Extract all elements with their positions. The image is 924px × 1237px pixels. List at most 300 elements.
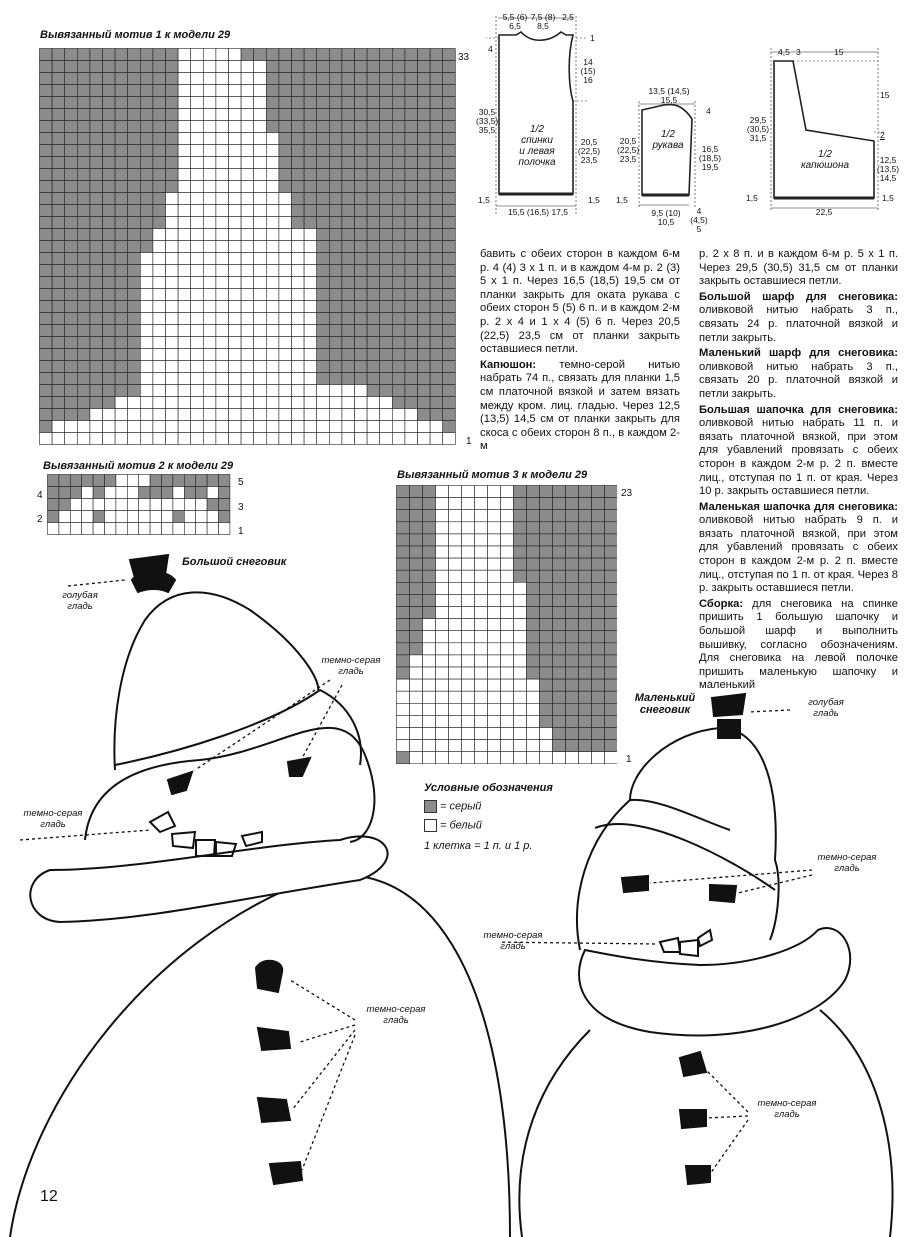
big-button-label: темно-серая гладь xyxy=(366,1004,426,1026)
grid-cell xyxy=(566,631,579,643)
grid-cell xyxy=(203,337,216,349)
grid-cell xyxy=(329,85,342,97)
grid-cell xyxy=(292,433,305,445)
grid-cell xyxy=(514,510,527,522)
grid-cell xyxy=(203,421,216,433)
grid-cell xyxy=(116,499,127,511)
grid-cell xyxy=(203,157,216,169)
grid-cell xyxy=(443,313,456,325)
grid-cell xyxy=(418,397,431,409)
grid-cell xyxy=(254,49,267,61)
grid-cell xyxy=(52,397,65,409)
grid-cell xyxy=(166,397,179,409)
grid-cell xyxy=(52,253,65,265)
grid-cell xyxy=(317,313,330,325)
grid-cell xyxy=(229,109,242,121)
grid-cell xyxy=(430,145,443,157)
grid-cell xyxy=(241,61,254,73)
back-right-mid2: 20,5 (22,5) 23,5 xyxy=(577,137,601,165)
grid-cell xyxy=(59,499,70,511)
grid-cell xyxy=(65,385,78,397)
grid-cell xyxy=(355,397,368,409)
grid-cell xyxy=(355,145,368,157)
grid-cell xyxy=(229,157,242,169)
grid-cell xyxy=(540,486,553,498)
grid-cell xyxy=(443,181,456,193)
grid-cell xyxy=(514,498,527,510)
grid-cell xyxy=(266,373,279,385)
grid-cell xyxy=(380,433,393,445)
grid-cell xyxy=(191,265,204,277)
grid-cell xyxy=(605,667,618,679)
grid-cell xyxy=(77,109,90,121)
grid-cell xyxy=(418,229,431,241)
grid-cell xyxy=(153,325,166,337)
grid-cell xyxy=(329,349,342,361)
grid-cell xyxy=(380,373,393,385)
grid-cell xyxy=(392,145,405,157)
grid-cell xyxy=(329,397,342,409)
grid-cell xyxy=(128,205,141,217)
grid-cell xyxy=(279,397,292,409)
grid-cell xyxy=(443,265,456,277)
grid-cell xyxy=(229,385,242,397)
grid-cell xyxy=(355,121,368,133)
grid-cell xyxy=(579,558,592,570)
grid-cell xyxy=(90,421,103,433)
grid-cell xyxy=(430,49,443,61)
grid-cell xyxy=(418,181,431,193)
grid-cell xyxy=(128,133,141,145)
grid-cell xyxy=(140,241,153,253)
grid-cell xyxy=(90,61,103,73)
grid-cell xyxy=(367,217,380,229)
grid-cell xyxy=(342,301,355,313)
grid-cell xyxy=(241,121,254,133)
grid-cell xyxy=(292,205,305,217)
grid-cell xyxy=(216,109,229,121)
grid-cell xyxy=(65,349,78,361)
grid-cell xyxy=(65,421,78,433)
grid-cell xyxy=(443,97,456,109)
grid-cell xyxy=(592,534,605,546)
paragraph: Большой шарф для снеговика: оливковой нитью набрать 3 п., связать 24 р. платочной вязкой и петли закрыть. xyxy=(699,290,898,344)
grid-cell xyxy=(292,97,305,109)
grid-cell xyxy=(462,486,475,498)
grid-cell xyxy=(329,253,342,265)
grid-cell xyxy=(443,217,456,229)
grid-cell xyxy=(173,475,184,487)
grid-cell xyxy=(430,433,443,445)
grid-cell xyxy=(355,193,368,205)
grid-cell xyxy=(405,157,418,169)
grid-cell xyxy=(380,289,393,301)
grid-cell xyxy=(178,193,191,205)
grid-cell xyxy=(292,265,305,277)
grid-cell xyxy=(52,325,65,337)
back-left-top: 4 xyxy=(488,44,493,54)
grid-cell xyxy=(52,109,65,121)
grid-cell xyxy=(65,145,78,157)
grid-cell xyxy=(203,301,216,313)
grid-cell xyxy=(462,498,475,510)
grid-cell xyxy=(166,121,179,133)
grid-cell xyxy=(178,409,191,421)
back-bottom: 15,5 (16,5) 17,5 xyxy=(507,207,568,217)
grid-cell xyxy=(103,385,116,397)
grid-cell xyxy=(266,349,279,361)
grid-cell xyxy=(103,409,116,421)
grid-cell xyxy=(367,49,380,61)
grid-cell xyxy=(162,499,173,511)
grid-cell xyxy=(128,61,141,73)
grid-cell xyxy=(292,217,305,229)
grid-cell xyxy=(342,373,355,385)
grid-cell xyxy=(140,61,153,73)
grid-cell xyxy=(540,643,553,655)
grid-cell xyxy=(77,325,90,337)
back-right-mid1: 14 (15) 16 xyxy=(580,57,596,85)
grid-cell xyxy=(392,217,405,229)
grid-cell xyxy=(266,337,279,349)
grid-cell xyxy=(292,121,305,133)
grid-cell xyxy=(418,313,431,325)
grid-cell xyxy=(367,433,380,445)
grid-cell xyxy=(254,205,267,217)
grid-cell xyxy=(153,373,166,385)
grid-cell xyxy=(317,157,330,169)
grid-cell xyxy=(140,277,153,289)
grid-cell xyxy=(355,241,368,253)
grid-cell xyxy=(90,85,103,97)
grid-cell xyxy=(166,97,179,109)
grid-cell xyxy=(115,421,128,433)
grid-cell xyxy=(128,409,141,421)
grid-cell xyxy=(392,361,405,373)
grid-cell xyxy=(443,49,456,61)
grid-cell xyxy=(355,409,368,421)
grid-cell xyxy=(178,361,191,373)
grid-cell xyxy=(592,546,605,558)
grid-cell xyxy=(52,349,65,361)
grid-cell xyxy=(254,361,267,373)
grid-cell xyxy=(279,337,292,349)
grid-cell xyxy=(292,109,305,121)
grid-cell xyxy=(184,475,195,487)
grid-cell xyxy=(342,73,355,85)
grid-cell xyxy=(355,97,368,109)
grid-cell xyxy=(178,145,191,157)
grid-cell xyxy=(65,361,78,373)
grid-cell xyxy=(128,385,141,397)
grid-cell xyxy=(266,133,279,145)
grid-cell xyxy=(229,289,242,301)
grid-cell xyxy=(367,301,380,313)
grid-cell xyxy=(329,229,342,241)
grid-cell xyxy=(127,499,138,511)
grid-cell xyxy=(140,421,153,433)
grid-cell xyxy=(355,361,368,373)
grid-cell xyxy=(254,193,267,205)
grid-cell xyxy=(40,49,53,61)
grid-cell xyxy=(65,61,78,73)
grid-cell xyxy=(436,486,449,498)
grid-cell xyxy=(443,193,456,205)
grid-cell xyxy=(317,349,330,361)
schematic-hood xyxy=(744,44,914,219)
grid-cell xyxy=(292,277,305,289)
grid-cell xyxy=(203,385,216,397)
grid-cell xyxy=(229,205,242,217)
grid-cell xyxy=(115,409,128,421)
grid-cell xyxy=(127,511,138,523)
grid-cell xyxy=(90,121,103,133)
grid-cell xyxy=(203,121,216,133)
grid-cell xyxy=(279,229,292,241)
grid-cell xyxy=(279,157,292,169)
grid-cell xyxy=(90,229,103,241)
grid-cell xyxy=(254,157,267,169)
grid-cell xyxy=(317,373,330,385)
grid-cell xyxy=(367,409,380,421)
grid-cell xyxy=(579,643,592,655)
grid-cell xyxy=(418,265,431,277)
grid-cell xyxy=(397,486,410,498)
grid-cell xyxy=(191,361,204,373)
grid-cell xyxy=(279,421,292,433)
grid-cell xyxy=(115,157,128,169)
grid-cell xyxy=(216,397,229,409)
grid-cell xyxy=(430,61,443,73)
grid-cell xyxy=(405,85,418,97)
grid-cell xyxy=(103,361,116,373)
grid-cell xyxy=(241,325,254,337)
grid-cell xyxy=(304,145,317,157)
grid-cell xyxy=(241,397,254,409)
grid-cell xyxy=(329,217,342,229)
grid-cell xyxy=(153,157,166,169)
grid-cell xyxy=(191,349,204,361)
grid-cell xyxy=(254,301,267,313)
grid-cell xyxy=(178,325,191,337)
grid-cell xyxy=(115,277,128,289)
grid-cell xyxy=(430,229,443,241)
grid-cell xyxy=(540,631,553,643)
grid-cell xyxy=(317,409,330,421)
grid-cell xyxy=(527,631,540,643)
grid-cell xyxy=(443,157,456,169)
grid-cell xyxy=(317,421,330,433)
grid-cell xyxy=(115,181,128,193)
grid-cell xyxy=(410,498,423,510)
grid-cell xyxy=(579,510,592,522)
grid-cell xyxy=(140,301,153,313)
grid-cell xyxy=(443,121,456,133)
grid-cell xyxy=(184,511,195,523)
grid-cell xyxy=(40,205,53,217)
grid-cell xyxy=(166,205,179,217)
grid-cell xyxy=(579,655,592,667)
grid-cell xyxy=(153,289,166,301)
grid-cell xyxy=(329,193,342,205)
grid-cell xyxy=(527,594,540,606)
grid-cell xyxy=(342,349,355,361)
grid-cell xyxy=(266,313,279,325)
grid-cell xyxy=(127,487,138,499)
motif1-chart xyxy=(39,48,457,448)
grid-cell xyxy=(77,85,90,97)
grid-cell xyxy=(203,97,216,109)
hood-right-mid: 12,5 (13,5) 14,5 xyxy=(876,155,900,183)
grid-cell xyxy=(59,523,70,535)
grid-cell xyxy=(329,277,342,289)
grid-cell xyxy=(216,157,229,169)
grid-cell xyxy=(65,85,78,97)
grid-cell xyxy=(140,373,153,385)
grid-cell xyxy=(203,277,216,289)
grid-cell xyxy=(579,594,592,606)
grid-cell xyxy=(405,49,418,61)
grid-cell xyxy=(405,121,418,133)
grid-cell xyxy=(266,97,279,109)
grid-cell xyxy=(103,73,116,85)
grid-cell xyxy=(292,289,305,301)
grid-cell xyxy=(178,109,191,121)
grid-cell xyxy=(279,73,292,85)
grid-cell xyxy=(241,409,254,421)
grid-cell xyxy=(65,397,78,409)
grid-cell xyxy=(392,133,405,145)
grid-cell xyxy=(317,433,330,445)
grid-cell xyxy=(342,313,355,325)
grid-cell xyxy=(342,409,355,421)
grid-cell xyxy=(304,421,317,433)
grid-cell xyxy=(241,301,254,313)
grid-cell xyxy=(40,133,53,145)
grid-cell xyxy=(115,73,128,85)
grid-cell xyxy=(65,97,78,109)
grid-cell xyxy=(380,301,393,313)
grid-cell xyxy=(605,522,618,534)
grid-cell xyxy=(405,373,418,385)
grid-cell xyxy=(329,169,342,181)
grid-cell xyxy=(279,409,292,421)
grid-cell xyxy=(342,109,355,121)
grid-cell xyxy=(128,337,141,349)
grid-cell xyxy=(153,61,166,73)
grid-cell xyxy=(70,511,81,523)
grid-cell xyxy=(405,397,418,409)
grid-cell xyxy=(77,241,90,253)
grid-cell xyxy=(254,313,267,325)
grid-cell xyxy=(216,313,229,325)
grid-cell xyxy=(103,217,116,229)
grid-cell xyxy=(115,241,128,253)
grid-cell xyxy=(279,49,292,61)
grid-cell xyxy=(380,193,393,205)
grid-cell xyxy=(254,145,267,157)
grid-cell xyxy=(430,313,443,325)
grid-cell xyxy=(40,145,53,157)
grid-cell xyxy=(229,313,242,325)
grid-cell xyxy=(241,169,254,181)
grid-cell xyxy=(436,498,449,510)
grid-cell xyxy=(178,85,191,97)
grid-cell xyxy=(317,133,330,145)
motif1-row-bottom: 1 xyxy=(466,436,472,447)
grid-cell xyxy=(566,522,579,534)
grid-cell xyxy=(579,534,592,546)
grid-cell xyxy=(355,289,368,301)
grid-cell xyxy=(418,193,431,205)
grid-cell xyxy=(40,109,53,121)
grid-cell xyxy=(266,385,279,397)
grid-cell xyxy=(292,145,305,157)
grid-cell xyxy=(128,229,141,241)
grid-cell xyxy=(77,277,90,289)
grid-cell xyxy=(317,289,330,301)
grid-cell xyxy=(430,325,443,337)
grid-cell xyxy=(241,385,254,397)
grid-cell xyxy=(219,523,230,535)
grid-cell xyxy=(540,594,553,606)
grid-cell xyxy=(342,421,355,433)
grid-cell xyxy=(329,337,342,349)
grid-cell xyxy=(527,534,540,546)
grid-cell xyxy=(355,61,368,73)
grid-cell xyxy=(514,486,527,498)
grid-cell xyxy=(397,498,410,510)
grid-cell xyxy=(140,265,153,277)
grid-cell xyxy=(355,313,368,325)
grid-cell xyxy=(105,475,116,487)
grid-cell xyxy=(475,522,488,534)
grid-cell xyxy=(367,229,380,241)
grid-cell xyxy=(178,157,191,169)
motif2-label-5: 5 xyxy=(238,477,244,488)
grid-cell xyxy=(605,582,618,594)
grid-cell xyxy=(128,241,141,253)
grid-cell xyxy=(216,325,229,337)
grid-cell xyxy=(241,433,254,445)
grid-cell xyxy=(216,181,229,193)
grid-cell xyxy=(65,157,78,169)
grid-cell xyxy=(166,109,179,121)
grid-cell xyxy=(566,558,579,570)
grid-cell xyxy=(103,301,116,313)
grid-cell xyxy=(178,73,191,85)
grid-cell xyxy=(430,157,443,169)
grid-cell xyxy=(592,486,605,498)
grid-cell xyxy=(115,289,128,301)
grid-cell xyxy=(392,85,405,97)
grid-cell xyxy=(317,193,330,205)
grid-cell xyxy=(178,349,191,361)
grid-cell xyxy=(203,193,216,205)
grid-cell xyxy=(279,289,292,301)
grid-cell xyxy=(418,361,431,373)
grid-cell xyxy=(229,133,242,145)
grid-cell xyxy=(40,433,53,445)
grid-cell xyxy=(329,325,342,337)
grid-cell xyxy=(292,229,305,241)
grid-cell xyxy=(436,510,449,522)
grid-cell xyxy=(241,313,254,325)
grid-cell xyxy=(579,486,592,498)
grid-cell xyxy=(178,229,191,241)
grid-cell xyxy=(317,241,330,253)
grid-cell xyxy=(449,498,462,510)
